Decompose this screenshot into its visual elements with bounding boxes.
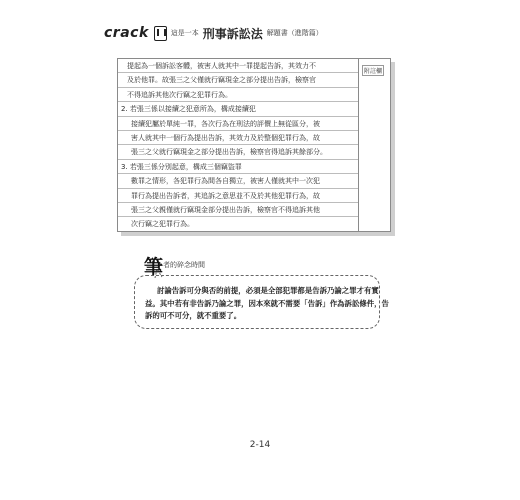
- author-note-line: 討論告訴可分與否的前提，必須是全部犯罪都是告訴乃論之罪才有實: [157, 286, 379, 295]
- answer-line: 害人就其中一個行為提出告訴，其效力及於整個犯罪行為，故: [118, 131, 358, 145]
- running-header: [104, 22, 323, 44]
- answer-table: [117, 58, 391, 232]
- answer-line: 張三之父親僅就行竊現金部分提出告訴，檢察官不得追訴其他: [118, 203, 358, 217]
- book-title: 刑事訴訟法: [202, 26, 263, 41]
- answer-line: 不得追訴其他次行竊之犯罪行為。: [118, 88, 358, 102]
- author-note-bubble: [134, 275, 389, 329]
- crack-logo: crack: [104, 25, 149, 41]
- header-subtitle: 這是一本: [170, 29, 199, 37]
- answer-line: 接續犯屬於單純一罪，各次行為在刑法的評價上無從區分，被: [118, 117, 358, 131]
- author-corner-big-char: 筆: [144, 256, 164, 278]
- answer-line: 提起為一個訴訟客體，被害人就其中一罪提起告訴，其效力不: [118, 59, 358, 73]
- note-column-label: 附註欄: [362, 65, 384, 76]
- book-logo-icon: [154, 26, 167, 41]
- book-title-suffix: 解題書（進階篇）: [266, 29, 323, 37]
- answer-line: 罪行為提出告訴者，其追訴之意思並不及於其他犯罪行為，故: [118, 189, 358, 203]
- answer-line: 數罪之情形，各犯罪行為間各自獨立，被害人僅就其中一次犯: [118, 174, 358, 188]
- author-corner-label: 者的碎念時間: [163, 261, 205, 269]
- answer-line: 張三之父就行竊現金之部分提出告訴，檢察官得追訴其餘部分。: [118, 145, 358, 159]
- author-note-line: 益。其中若有非告訴乃論之罪，因本來就不需要「告訴」作為訴訟條件，告: [145, 298, 389, 308]
- author-note-line: 訴的可不可分，就不重要了。: [145, 311, 242, 320]
- page-number: 2-14: [249, 440, 271, 450]
- answer-heading: 3. 若張三係分別起意，構成三個竊盜罪: [118, 160, 358, 174]
- answer-text-column: [118, 59, 359, 231]
- answer-heading: 2. 若張三係以接續之犯意所為，構成接續犯: [118, 102, 358, 116]
- answer-line: 及於他罪。故張三之父僅就行竊現金之部分提出告訴，檢察官: [118, 73, 358, 87]
- answer-line: 次行竊之犯罪行為。: [118, 217, 358, 231]
